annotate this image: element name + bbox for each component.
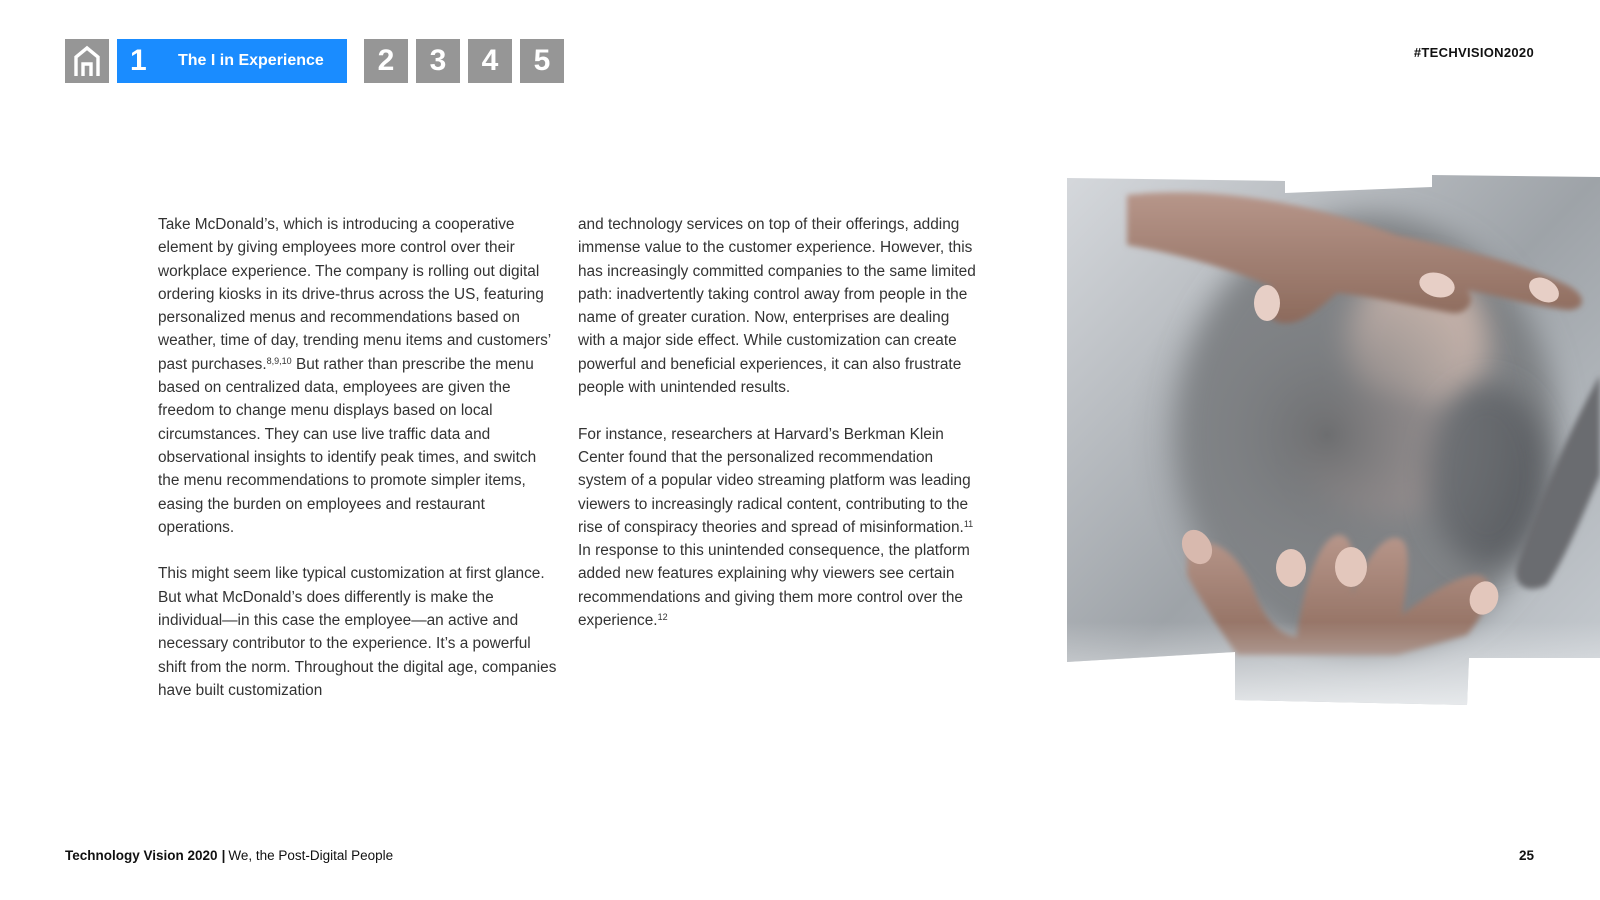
- page-number: 25: [1518, 848, 1534, 863]
- chapter-nav: [65, 39, 564, 83]
- footer-separator: |: [221, 848, 226, 863]
- chapter-tab-2[interactable]: 2: [364, 39, 408, 83]
- footer-title: Technology Vision 2020: [65, 848, 218, 863]
- paragraph: [158, 213, 558, 539]
- paragraph-text: In response to this unintended consequence, the platform added new features explaining why viewers see certain recommendations and giving them more control over the experience.: [578, 542, 970, 630]
- chapter-number: 1: [130, 44, 147, 77]
- chapter-title: The I in Experience: [178, 52, 324, 69]
- body-column-right: [578, 213, 978, 656]
- paragraph: and technology services on top of their offerings, adding immense value to the customer experience. However, this has increasingly committed companies to the same limited path: inadvertently taking control away from people in the name of greater curation. Now, enterprises are dealing with a major side effect. While customization can create powerful and beneficial experiences, it can also frustrate people with unintended results.: [578, 216, 976, 397]
- paragraph: This might seem like typical customization at first glance. But what McDonald’s does differently is make the individual—in this case the employee—an active and necessary contributor to the experience. It’s a powerful shift from the norm. Throughout the digital age, companies have built customization: [158, 565, 557, 699]
- paragraph-text: For instance, researchers at Harvard’s Berkman Klein Center found that the personalized recommendation system of a popular video streaming platform was leading viewers to increasingly radical content, contributing to the rise of conspiracy theories and spread of misinformation.: [578, 425, 971, 536]
- footer: [65, 848, 393, 863]
- home-icon: [72, 45, 102, 77]
- footer-subtitle: We, the Post-Digital People: [228, 848, 394, 863]
- chapter-tab-5[interactable]: 5: [520, 39, 564, 83]
- chapter-tab-active[interactable]: [117, 39, 347, 83]
- footnote-ref[interactable]: 11: [963, 518, 974, 529]
- paragraph-text: Take McDonald’s, which is introducing a cooperative element by giving employees more control over their workplace experience. The company is rolling out digital ordering kiosks in its drive-thrus across the US, featuring personalized menus and recommendations based on weather, time of day, trending menu items and customers’ past purchases.: [158, 216, 551, 373]
- chapter-tab-3[interactable]: 3: [416, 39, 460, 83]
- paragraph: [578, 423, 978, 633]
- hands-photo: [1067, 175, 1600, 720]
- home-button[interactable]: [65, 39, 109, 83]
- footnote-ref[interactable]: 12: [657, 612, 668, 623]
- body-column-left: [158, 213, 558, 726]
- paragraph-text: But rather than prescribe the menu based on centralized data, employees are given the freedom to change menu displays based on local circumstances. They can use live traffic data and observational insights to identify peak times, and switch the menu recommendations to promote simpler items, easing the burden on employees and restaurant operations.: [158, 355, 537, 536]
- hashtag: #TECHVISION2020: [1413, 45, 1534, 60]
- chapter-tab-4[interactable]: 4: [468, 39, 512, 83]
- footnote-ref[interactable]: 8,9,10: [266, 355, 292, 366]
